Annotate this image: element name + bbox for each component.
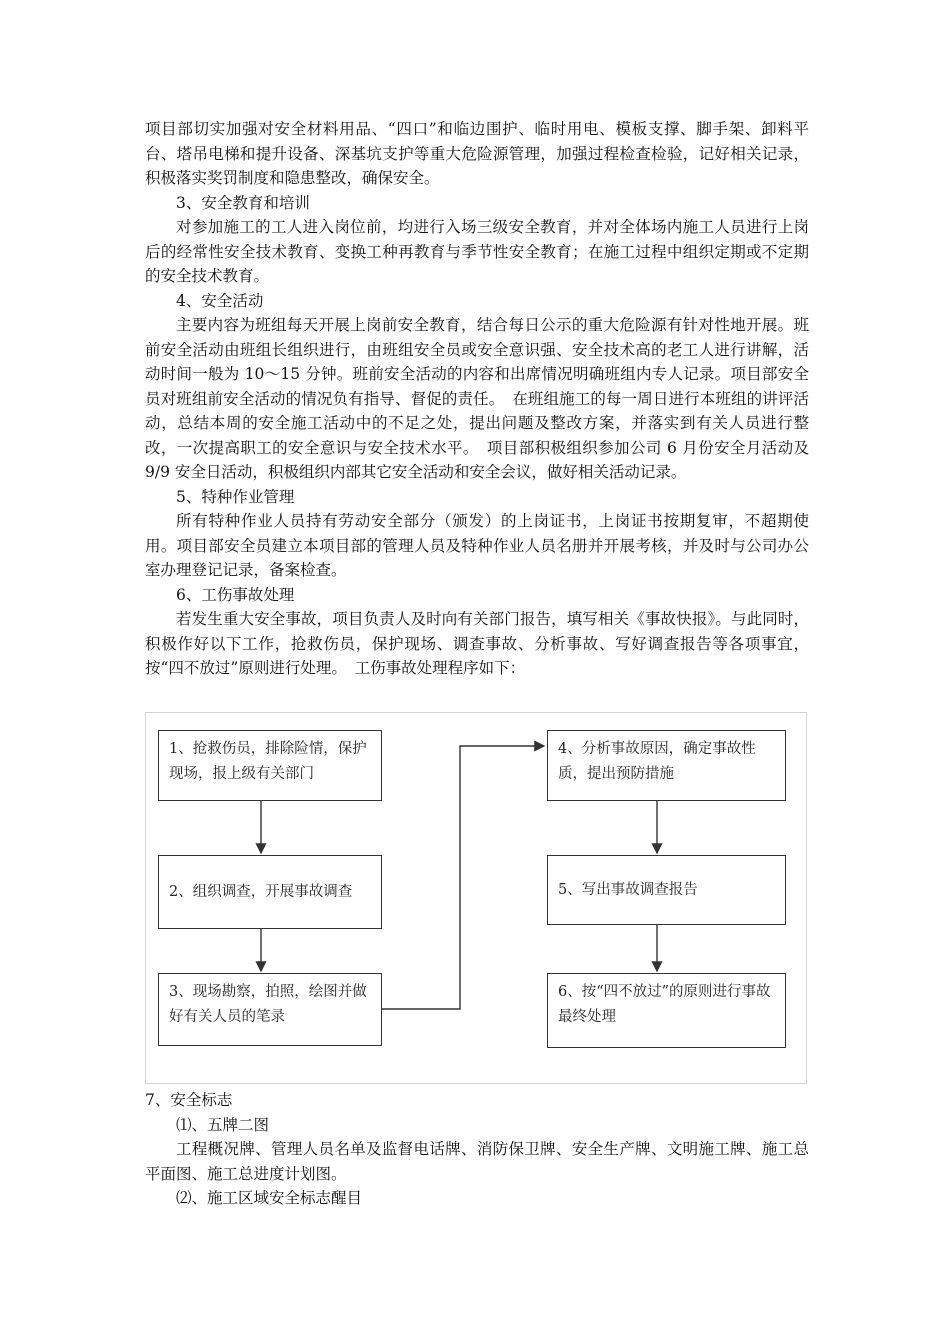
flow-step-1: 1、抢救伤员，排除险情，保护现场，报上级有关部门 [158,730,382,801]
text-upper [145,117,809,681]
flow-step-6: 6、按“四不放过”的原则进行事故最终处理 [547,973,786,1048]
section-4-heading: 4、安全活动 [176,291,264,310]
section-6-heading: 6、工伤事故处理 [176,585,295,604]
section-3-heading: 3、安全教育和培训 [176,193,310,212]
flow-step-5: 5、写出事故调查报告 [547,855,786,925]
flow-step-3: 3、现场勘察，拍照，绘图并做好有关人员的笔录 [158,973,382,1046]
section-5-body: 所有特种作业人员持有劳动安全部分（颁发）的上岗证书，上岗证书按期复审，不超期使用。项目部安全员建立本项目部的管理人员及特种作业人员名册并开展考核，并及时与公司办公室办理登记记录，备案检查。 [145,512,809,579]
text-lower [145,1088,809,1211]
section-4-body: 主要内容为班组每天开展上岗前安全教育，结合每日公示的重大危险源有针对性地开展。班前安全活动由班组长组织进行，由班组安全员或安全意识强、安全技术高的老工人进行讲解，活动时间一般为 10～15 分钟。班前安全活动的内容和出席情况明确班组内专人记录。项目部安全员对班组前安全活动的情况负有指导、督促的责任。 在班组施工的每一周日进行本班组的讲评活动，总结本周的安全施工活动中的不足之处，提出问题及整改方案，并落实到有关人员进行整改，一次提高职工的安全意识与安全技术水平。 项目部积极组织参加公司 6 月份安全月活动及 9/9 安全日活动，积极组织内部其它安全活动和安全会议，做好相关活动记录。 [145,316,809,481]
section-7-sub1-heading: ⑴、五牌二图 [176,1115,270,1134]
section-7-heading: 7、安全标志 [145,1091,233,1109]
arrow-step3-to-step4 [382,746,544,1009]
flow-step-4: 4、分析事故原因，确定事故性质，提出预防措施 [547,730,786,801]
section-7-sub2-heading: ⑵、施工区域安全标志醒目 [176,1189,363,1207]
section-5-heading: 5、特种作业管理 [176,487,295,506]
section-6-body: 若发生重大安全事故，项目负责人及时向有关部门报告，填写相关《事故快报》。与此同时，积极作好以下工作，抢救伤员，保护现场、调查事故、分析事故、写好调查报告等各项事宜，按“四不放过”原则进行处理。 工伤事故处理程序如下： [145,610,809,677]
flow-step-2: 2、组织调查，开展事故调查 [158,855,382,929]
accident-procedure-flowchart [145,712,807,1084]
section-3-body: 对参加施工的工人进入岗位前，均进行入场三级安全教育，并对全体场内施工人员进行上岗后的经常性安全技术教育、变换工种再教育与季节性安全教育；在施工过程中组织定期或不定期的安全技术教育。 [145,218,809,285]
section-7-sub1-body: 工程概况牌、管理人员名单及监督电话牌、消防保卫牌、安全生产牌、文明施工牌、施工总平面图、施工总进度计划图。 [145,1140,809,1183]
intro-paragraph: 项目部切实加强对安全材料用品、“四口”和临边围护、临时用电、模板支撑、脚手架、卸料平台、塔吊电梯和提升设备、深基坑支护等重大危险源管理，加强过程检查检验，记好相关记录，积极落实奖罚制度和隐患整改，确保安全。 [145,120,809,187]
